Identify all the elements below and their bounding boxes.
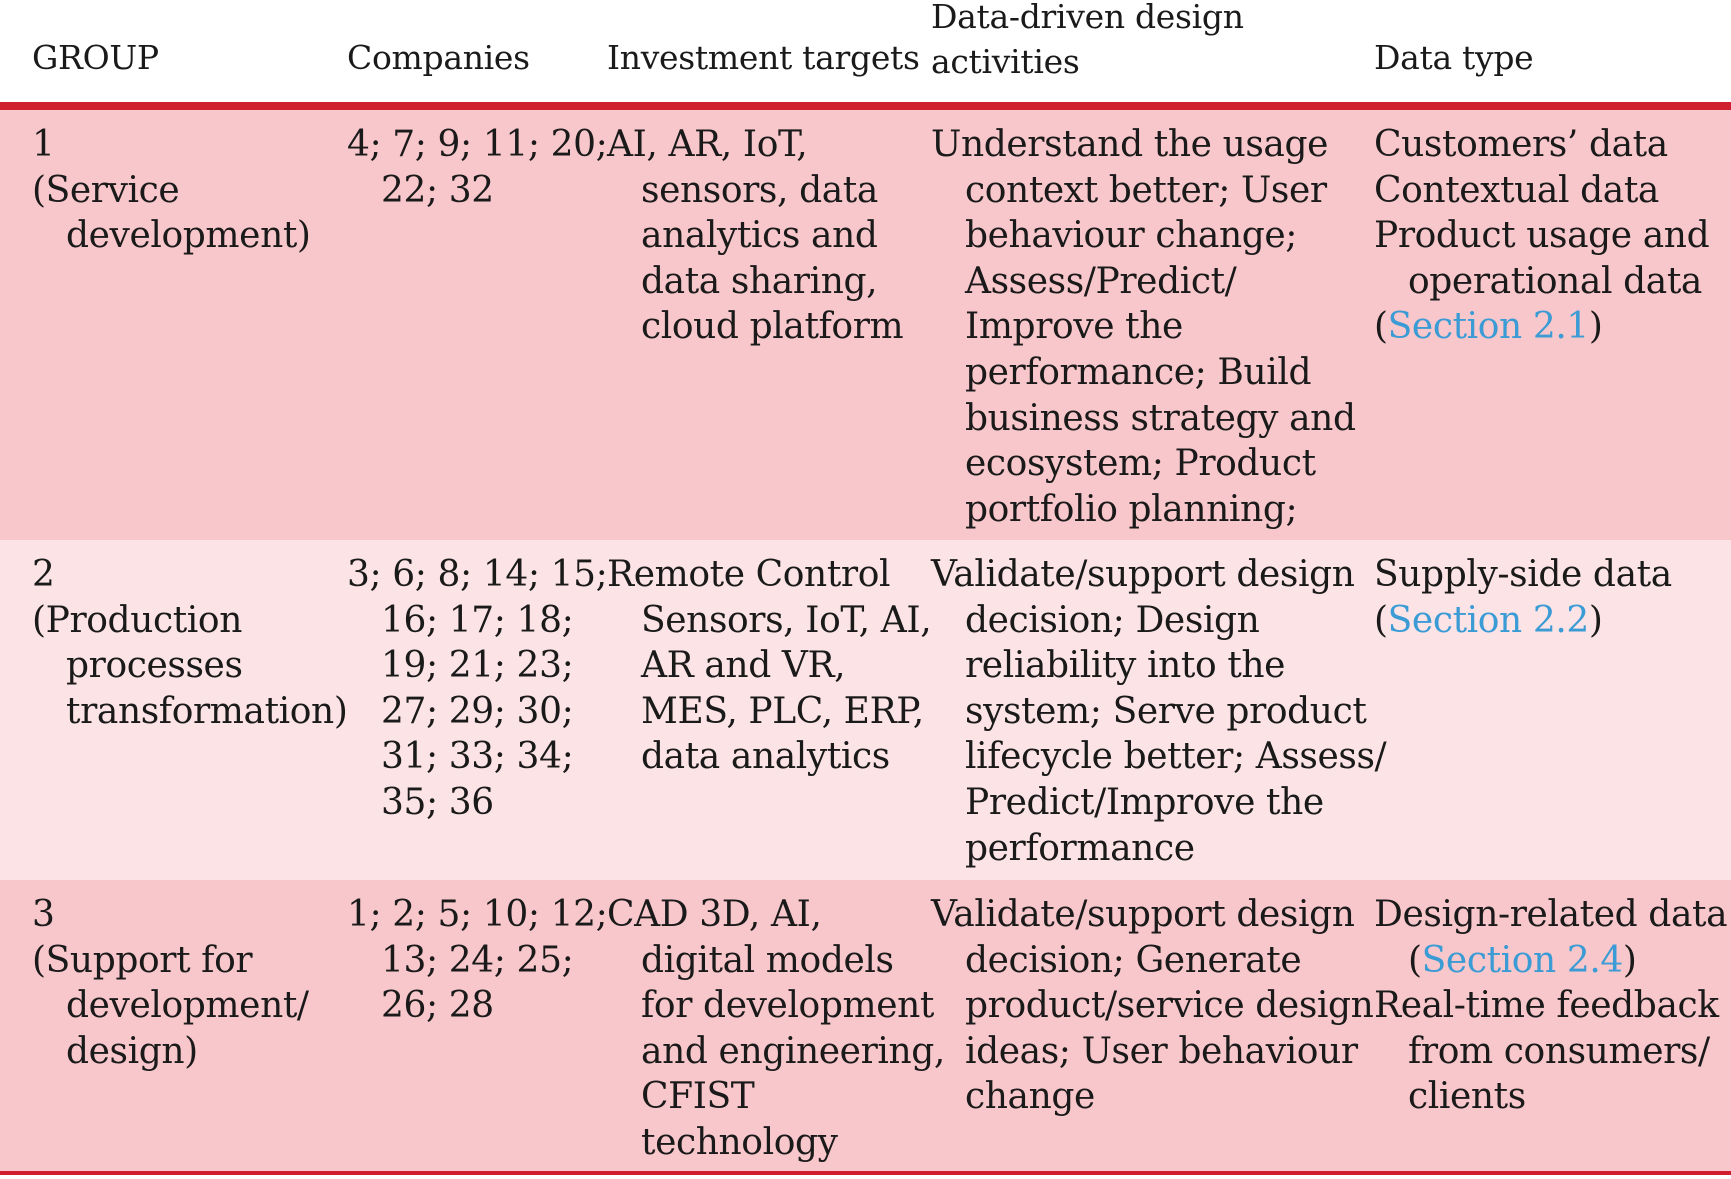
datatype-cell <box>1374 122 1724 350</box>
companies-text: 16; 17; 18; <box>381 599 574 641</box>
table-row <box>0 880 1731 1173</box>
investment-cell <box>607 122 927 350</box>
activities-cell <box>931 122 1356 532</box>
investment-text: analytics and <box>641 215 878 257</box>
table-row <box>0 540 1731 880</box>
group-number: 1 <box>32 124 55 165</box>
group-number: 3 <box>32 894 55 935</box>
investment-cell <box>607 552 932 780</box>
group-cell <box>32 552 348 734</box>
group-label: design) <box>66 1030 198 1072</box>
investment-text: data sharing, <box>641 260 878 302</box>
group-label: processes <box>66 645 243 687</box>
companies-text: 19; 21; 23; <box>381 645 574 687</box>
activities-text: ideas; User behaviour <box>965 1030 1358 1072</box>
paren-close: ) <box>1622 939 1637 981</box>
datatype-cell <box>1374 892 1728 1120</box>
paren-close: ) <box>1588 306 1603 348</box>
activities-text: decision; Design <box>965 599 1260 641</box>
activities-text: product/service design <box>965 985 1374 1027</box>
activities-text: decision; Generate <box>965 939 1302 981</box>
activities-text: Validate/support design <box>931 894 1355 935</box>
investment-text: CFIST <box>641 1076 755 1118</box>
companies-text: 13; 24; 25; <box>381 939 574 981</box>
activities-cell <box>931 552 1387 871</box>
activities-text: portfolio planning; <box>965 488 1298 530</box>
section-link[interactable]: Section 2.2 <box>1387 599 1589 641</box>
investment-text: Remote Control <box>607 554 891 595</box>
investment-text: Sensors, IoT, AI, <box>641 599 932 641</box>
activities-text: business strategy and <box>965 397 1356 439</box>
investment-text: technology <box>641 1121 838 1163</box>
investment-text: MES, PLC, ERP, <box>641 690 924 732</box>
datatype-text: operational data <box>1408 260 1702 302</box>
investment-text: and engineering, <box>641 1030 945 1072</box>
companies-text: 31; 33; 34; <box>381 736 574 778</box>
section-reference <box>1374 304 1724 350</box>
investment-text: AR and VR, <box>641 645 846 687</box>
paren-close: ) <box>1588 599 1603 641</box>
group-label: development) <box>66 215 311 257</box>
paren-open: ( <box>1374 599 1388 641</box>
group-label: transformation) <box>66 690 348 732</box>
investment-text: CAD 3D, AI, <box>607 894 822 935</box>
header-data-type: Data type <box>1374 38 1534 77</box>
companies-cell <box>347 122 608 213</box>
paren-open: ( <box>1408 939 1422 981</box>
section-reference <box>1374 938 1724 984</box>
table-row <box>0 110 1731 540</box>
activities-text: performance; Build <box>965 351 1312 393</box>
datatype-cell <box>1374 552 1724 643</box>
datatype-text: Customers’ data <box>1374 124 1668 165</box>
activities-text: lifecycle better; Assess/ <box>965 736 1387 778</box>
section-link[interactable]: Section 2.1 <box>1387 306 1589 348</box>
header-rule <box>0 102 1731 110</box>
activities-text: Assess/Predict/ <box>965 260 1237 302</box>
datatype-text: Design-related data <box>1374 894 1728 935</box>
header-investment-targets: Investment targets <box>607 38 920 77</box>
group-label: (Support for <box>32 939 253 981</box>
datatype-text: Product usage and <box>1374 215 1710 257</box>
investment-text: cloud platform <box>641 306 904 348</box>
header-activities-line-2: activities <box>931 42 1080 81</box>
group-cell <box>32 122 332 259</box>
companies-cell <box>347 892 608 1029</box>
activities-text: Improve the <box>965 306 1183 348</box>
datatype-text: Contextual data <box>1374 169 1659 211</box>
datatype-text: Real-time feedback <box>1374 985 1719 1027</box>
datatype-text: from consumers/ <box>1408 1030 1710 1072</box>
group-label: (Service <box>32 169 180 211</box>
activities-text: change <box>965 1076 1095 1118</box>
activities-text: performance <box>965 827 1195 869</box>
activities-text: behaviour change; <box>965 215 1298 257</box>
group-label: (Production <box>32 599 242 641</box>
investment-text: digital models <box>641 939 894 981</box>
companies-text: 35; 36 <box>381 781 494 823</box>
activities-text: Understand the usage <box>931 124 1329 165</box>
companies-cell <box>347 552 608 826</box>
header-group: GROUP <box>32 38 159 77</box>
investment-text: sensors, data <box>641 169 878 211</box>
section-link[interactable]: Section 2.4 <box>1421 939 1623 981</box>
investment-text: data analytics <box>641 736 890 778</box>
group-label: development/ <box>66 985 309 1027</box>
header-activities-line-1: Data-driven design <box>931 0 1244 36</box>
activities-cell <box>931 892 1374 1120</box>
group-number: 2 <box>32 554 55 595</box>
activities-text: system; Serve product <box>965 690 1367 732</box>
activities-text: reliability into the <box>965 645 1286 687</box>
investment-cell <box>607 892 945 1166</box>
investment-text: for development <box>641 985 934 1027</box>
companies-text: 22; 32 <box>381 169 494 211</box>
section-reference <box>1374 598 1724 644</box>
header-companies: Companies <box>347 38 530 77</box>
group-cell <box>32 892 332 1074</box>
activities-text: Validate/support design <box>931 554 1355 595</box>
companies-text: 4; 7; 9; 11; 20; <box>347 124 608 165</box>
bottom-rule <box>0 1171 1731 1175</box>
datatype-text: clients <box>1408 1076 1526 1118</box>
paren-open: ( <box>1374 306 1388 348</box>
companies-text: 27; 29; 30; <box>381 690 574 732</box>
datatype-text: Supply-side data <box>1374 554 1672 595</box>
companies-text: 26; 28 <box>381 985 494 1027</box>
activities-text: context better; User <box>965 169 1327 211</box>
activities-text: ecosystem; Product <box>965 443 1316 485</box>
investment-text: AI, AR, IoT, <box>607 124 808 165</box>
activities-text: Predict/Improve the <box>965 781 1324 823</box>
table-header <box>0 0 1731 102</box>
companies-text: 1; 2; 5; 10; 12; <box>347 894 608 935</box>
companies-text: 3; 6; 8; 14; 15; <box>347 554 608 595</box>
